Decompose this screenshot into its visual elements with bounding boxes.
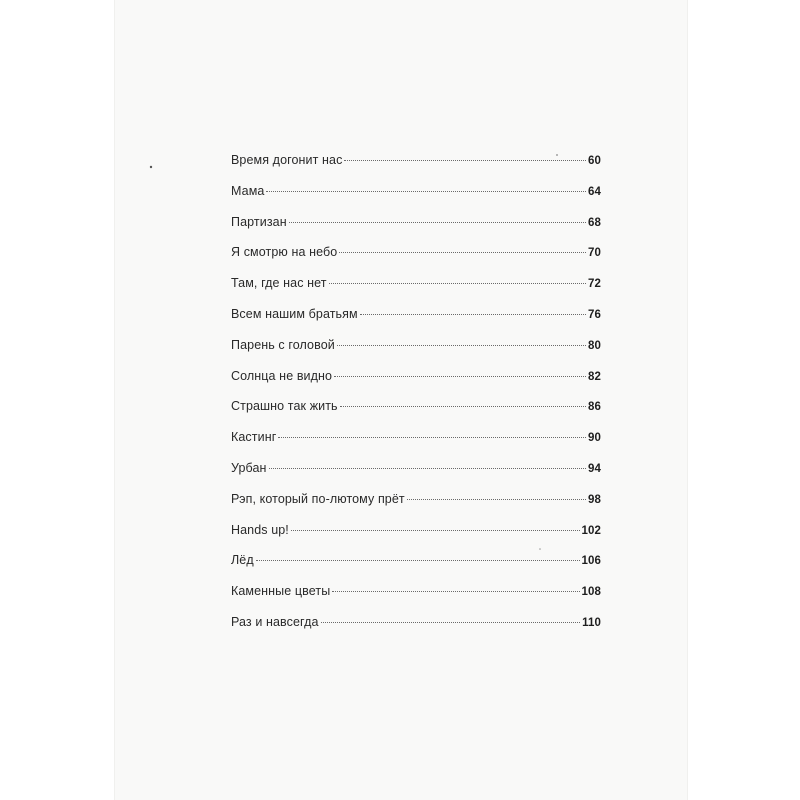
toc-entry-page-number: 64	[588, 185, 601, 198]
toc-entry-title: Лёд	[231, 553, 254, 568]
toc-entry-page-number: 98	[588, 493, 601, 506]
toc-entry-page-number: 72	[588, 278, 601, 291]
toc-entry-title: Hands up!	[231, 522, 289, 537]
toc-entry-title: Солнца не видно	[231, 368, 333, 383]
toc-entry-page-number: 110	[582, 616, 601, 629]
toc-dot-leader	[337, 345, 586, 346]
toc-entry-page-number: 102	[581, 524, 601, 537]
toc-entry-page-number: 80	[588, 339, 601, 352]
toc-entry-title: Там, где нас нет	[231, 276, 327, 291]
toc-entry	[231, 153, 601, 184]
toc-entry-title: Парень с головой	[231, 337, 335, 352]
toc-entry-page-number: 70	[588, 247, 601, 260]
toc-dot-leader	[360, 314, 586, 315]
toc-entry	[231, 184, 601, 215]
toc-dot-leader	[278, 437, 586, 438]
toc-entry-page-number: 106	[581, 555, 601, 568]
toc-entry-title: Я смотрю на небо	[231, 245, 338, 260]
toc-dot-leader	[339, 252, 586, 253]
toc-entry	[231, 215, 601, 246]
toc-dot-leader	[289, 222, 586, 223]
table-of-contents	[231, 153, 601, 646]
toc-dot-leader	[256, 560, 580, 561]
toc-entry	[231, 276, 601, 307]
toc-entry-page-number: 82	[588, 370, 601, 383]
toc-entry	[231, 399, 601, 430]
toc-dot-leader	[340, 406, 586, 407]
toc-entry-title: Мама	[231, 183, 265, 198]
toc-entry	[231, 523, 601, 554]
toc-dot-leader	[407, 499, 586, 500]
toc-dot-leader	[266, 191, 586, 192]
toc-entry	[231, 338, 601, 369]
toc-entry-title: Время догонит нас	[231, 153, 343, 167]
toc-entry-page-number: 60	[588, 155, 601, 167]
toc-dot-leader	[334, 376, 586, 377]
toc-entry	[231, 584, 601, 615]
toc-entry-page-number: 86	[588, 401, 601, 414]
toc-entry	[231, 492, 601, 523]
toc-entry-title: Кастинг	[231, 430, 277, 445]
toc-entry	[231, 430, 601, 461]
toc-entry	[231, 369, 601, 400]
toc-dot-leader	[344, 160, 586, 161]
toc-dot-leader	[329, 283, 586, 284]
toc-entry	[231, 307, 601, 338]
toc-entry-title: Рэп, который по-лютому прёт	[231, 491, 405, 506]
toc-entry-page-number: 68	[588, 216, 601, 229]
toc-entry	[231, 553, 601, 584]
toc-entry-title: Страшно так жить	[231, 399, 338, 414]
toc-entry	[231, 615, 601, 646]
toc-entry-title: Каменные цветы	[231, 584, 331, 599]
toc-dot-leader	[291, 530, 580, 531]
toc-entry-title: Всем нашим братьям	[231, 306, 358, 321]
toc-entry	[231, 461, 601, 492]
toc-entry-title: Партизан	[231, 214, 287, 229]
toc-entry-page-number: 108	[581, 586, 601, 599]
toc-entry-page-number: 94	[588, 462, 601, 475]
toc-entry-page-number: 76	[588, 308, 601, 321]
toc-dot-leader	[269, 468, 586, 469]
toc-entry-title: Урбан	[231, 460, 267, 475]
toc-dot-leader	[321, 622, 581, 623]
toc-dot-leader	[332, 591, 579, 592]
toc-entry	[231, 245, 601, 276]
toc-entry-page-number: 90	[588, 432, 601, 445]
toc-entry-title: Раз и навсегда	[231, 614, 319, 629]
